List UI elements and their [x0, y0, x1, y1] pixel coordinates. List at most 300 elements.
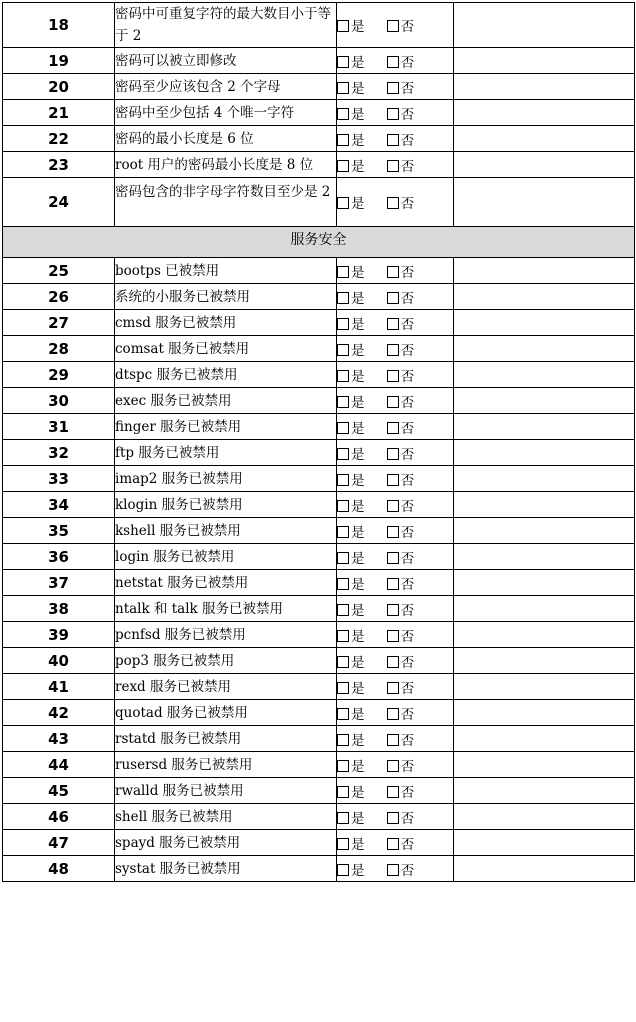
checklist-row [3, 544, 635, 570]
checkbox-yes[interactable] [337, 82, 349, 94]
item-description: rusersd 服务已被禁用 [115, 752, 337, 778]
item-number: 39 [3, 622, 115, 648]
no-option[interactable] [387, 196, 415, 212]
item-description: dtspc 服务已被禁用 [115, 362, 337, 388]
checklist-row [3, 492, 635, 518]
yes-label: 是 [351, 196, 365, 212]
item-number: 22 [3, 126, 115, 152]
checklist-row [3, 726, 635, 752]
checklist-row [3, 388, 635, 414]
checklist-row [3, 126, 635, 152]
checkbox-yes[interactable] [337, 56, 349, 68]
no-option[interactable] [387, 421, 415, 437]
item-number: 47 [3, 830, 115, 856]
item-number: 23 [3, 152, 115, 178]
remarks-cell [454, 152, 635, 178]
checkbox-yes[interactable] [337, 760, 349, 772]
yes-option[interactable] [337, 551, 365, 567]
yes-no-cell [337, 48, 454, 74]
yes-no-cell [337, 674, 454, 700]
yes-no-cell [337, 362, 454, 388]
yes-label: 是 [351, 628, 365, 645]
item-number: 24 [3, 178, 115, 227]
checkbox-yes[interactable] [337, 396, 349, 408]
no-option[interactable] [387, 473, 415, 489]
checklist-row [3, 518, 635, 544]
checkbox-yes[interactable] [337, 552, 349, 564]
yes-no-cell [337, 700, 454, 726]
no-label: 否 [400, 836, 415, 853]
checkbox-yes[interactable] [337, 656, 349, 668]
yes-label: 是 [351, 862, 365, 879]
yes-label: 是 [351, 706, 365, 723]
yes-no-cell [337, 752, 454, 778]
no-label: 否 [400, 420, 415, 437]
yes-option[interactable] [337, 291, 365, 307]
no-option[interactable] [387, 551, 415, 567]
remarks-cell [454, 74, 635, 100]
remarks-cell [454, 336, 635, 362]
checkbox-yes[interactable] [337, 838, 349, 850]
checklist-row [3, 100, 635, 126]
no-label: 否 [400, 446, 415, 463]
remarks-cell [454, 700, 635, 726]
yes-no-cell [337, 622, 454, 648]
checkbox-no[interactable] [387, 318, 399, 330]
no-label: 否 [400, 758, 415, 775]
yes-label: 是 [351, 836, 365, 853]
remarks-cell [454, 596, 635, 622]
yes-no-cell [337, 440, 454, 466]
no-option[interactable] [387, 811, 415, 827]
item-description: exec 服务已被禁用 [115, 388, 337, 414]
checkbox-no[interactable] [387, 266, 399, 278]
yes-label: 是 [351, 80, 365, 97]
yes-no-cell [337, 388, 454, 414]
checklist-row [3, 830, 635, 856]
yes-no-cell [337, 74, 454, 100]
item-number: 42 [3, 700, 115, 726]
yes-label: 是 [351, 654, 365, 671]
item-description: rwalld 服务已被禁用 [115, 778, 337, 804]
item-description: spayd 服务已被禁用 [115, 830, 337, 856]
yes-no-cell [337, 284, 454, 310]
item-number: 19 [3, 48, 115, 74]
yes-label: 是 [351, 54, 365, 71]
remarks-cell [454, 284, 635, 310]
no-option[interactable] [387, 577, 415, 593]
checkbox-no[interactable] [387, 838, 399, 850]
item-description: 密码中至少包括 4 个唯一字符 [115, 100, 337, 126]
checkbox-yes[interactable] [337, 604, 349, 616]
yes-option[interactable] [337, 629, 365, 645]
checkbox-no[interactable] [387, 578, 399, 590]
no-option[interactable] [387, 525, 415, 541]
checklist-row [3, 152, 635, 178]
yes-label: 是 [351, 290, 365, 307]
checkbox-no[interactable] [387, 630, 399, 642]
checkbox-yes[interactable] [337, 526, 349, 538]
no-label: 否 [400, 158, 415, 175]
item-number: 30 [3, 388, 115, 414]
checklist-row [3, 466, 635, 492]
no-label: 否 [400, 196, 415, 212]
checkbox-yes[interactable] [337, 370, 349, 382]
section-title: 服务安全 [3, 227, 635, 258]
checkbox-no[interactable] [387, 448, 399, 460]
remarks-cell [454, 100, 635, 126]
checkbox-no[interactable] [387, 344, 399, 356]
remarks-cell [454, 778, 635, 804]
checkbox-yes[interactable] [337, 344, 349, 356]
item-description: finger 服务已被禁用 [115, 414, 337, 440]
checkbox-no[interactable] [387, 134, 399, 146]
yes-no-cell [337, 3, 454, 48]
checkbox-yes[interactable] [337, 630, 349, 642]
yes-label: 是 [351, 106, 365, 123]
checkbox-no[interactable] [387, 552, 399, 564]
no-label: 否 [400, 290, 415, 307]
no-option[interactable] [387, 107, 415, 123]
checklist-row [3, 674, 635, 700]
no-label: 否 [400, 732, 415, 749]
item-description: 密码可以被立即修改 [115, 48, 337, 74]
checkbox-no[interactable] [387, 500, 399, 512]
no-label: 否 [400, 472, 415, 489]
checklist-row [3, 284, 635, 310]
checkbox-no[interactable] [387, 734, 399, 746]
yes-label: 是 [351, 498, 365, 515]
item-number: 46 [3, 804, 115, 830]
no-label: 否 [400, 862, 415, 879]
no-option[interactable] [387, 81, 415, 97]
checklist-row [3, 258, 635, 284]
checkbox-no[interactable] [387, 197, 399, 209]
yes-option[interactable] [337, 265, 365, 281]
item-description: 密码的最小长度是 6 位 [115, 126, 337, 152]
no-label: 否 [400, 576, 415, 593]
checklist-row [3, 336, 635, 362]
no-label: 否 [400, 524, 415, 541]
item-description: login 服务已被禁用 [115, 544, 337, 570]
yes-label: 是 [351, 368, 365, 385]
checkbox-no[interactable] [387, 760, 399, 772]
yes-option[interactable] [337, 681, 365, 697]
yes-option[interactable] [337, 733, 365, 749]
checkbox-yes[interactable] [337, 108, 349, 120]
checkbox-yes[interactable] [337, 292, 349, 304]
checkbox-yes[interactable] [337, 197, 349, 209]
no-option[interactable] [387, 681, 415, 697]
yes-option[interactable] [337, 19, 365, 35]
checklist-row [3, 440, 635, 466]
yes-label: 是 [351, 446, 365, 463]
checkbox-yes[interactable] [337, 734, 349, 746]
item-number: 33 [3, 466, 115, 492]
yes-option[interactable] [337, 525, 365, 541]
yes-label: 是 [351, 472, 365, 489]
item-number: 43 [3, 726, 115, 752]
yes-label: 是 [351, 19, 365, 35]
yes-label: 是 [351, 680, 365, 697]
item-description: 密码至少应该包含 2 个字母 [115, 74, 337, 100]
no-option[interactable] [387, 447, 415, 463]
checklist-body [3, 3, 635, 882]
yes-option[interactable] [337, 837, 365, 853]
checkbox-yes[interactable] [337, 864, 349, 876]
no-option[interactable] [387, 733, 415, 749]
yes-option[interactable] [337, 55, 365, 71]
no-label: 否 [400, 680, 415, 697]
remarks-cell [454, 726, 635, 752]
checkbox-no[interactable] [387, 396, 399, 408]
item-description: rstatd 服务已被禁用 [115, 726, 337, 752]
item-description: pcnfsd 服务已被禁用 [115, 622, 337, 648]
no-option[interactable] [387, 629, 415, 645]
no-label: 否 [400, 628, 415, 645]
no-label: 否 [400, 654, 415, 671]
remarks-cell [454, 518, 635, 544]
no-label: 否 [400, 550, 415, 567]
section-header-row [3, 227, 635, 258]
remarks-cell [454, 126, 635, 152]
item-description: rexd 服务已被禁用 [115, 674, 337, 700]
checklist-row [3, 856, 635, 882]
item-description: netstat 服务已被禁用 [115, 570, 337, 596]
yes-no-cell [337, 570, 454, 596]
remarks-cell [454, 310, 635, 336]
item-number: 21 [3, 100, 115, 126]
checkbox-yes[interactable] [337, 578, 349, 590]
item-description: shell 服务已被禁用 [115, 804, 337, 830]
item-number: 29 [3, 362, 115, 388]
item-number: 37 [3, 570, 115, 596]
yes-option[interactable] [337, 499, 365, 515]
no-label: 否 [400, 54, 415, 71]
yes-no-cell [337, 152, 454, 178]
no-label: 否 [400, 784, 415, 801]
checkbox-no[interactable] [387, 864, 399, 876]
checklist-row [3, 414, 635, 440]
yes-option[interactable] [337, 577, 365, 593]
checkbox-yes[interactable] [337, 160, 349, 172]
no-option[interactable] [387, 395, 415, 411]
yes-label: 是 [351, 394, 365, 411]
checkbox-yes[interactable] [337, 812, 349, 824]
no-option[interactable] [387, 837, 415, 853]
remarks-cell [454, 648, 635, 674]
item-description: quotad 服务已被禁用 [115, 700, 337, 726]
checkbox-no[interactable] [387, 56, 399, 68]
yes-no-cell [337, 336, 454, 362]
yes-option[interactable] [337, 811, 365, 827]
yes-option[interactable] [337, 707, 365, 723]
checkbox-no[interactable] [387, 682, 399, 694]
yes-label: 是 [351, 524, 365, 541]
checkbox-no[interactable] [387, 370, 399, 382]
no-option[interactable] [387, 707, 415, 723]
no-label: 否 [400, 80, 415, 97]
checkbox-yes[interactable] [337, 318, 349, 330]
no-option[interactable] [387, 317, 415, 333]
checkbox-no[interactable] [387, 108, 399, 120]
item-description: imap2 服务已被禁用 [115, 466, 337, 492]
yes-no-cell [337, 778, 454, 804]
yes-option[interactable] [337, 133, 365, 149]
no-option[interactable] [387, 19, 415, 35]
yes-label: 是 [351, 158, 365, 175]
checkbox-yes[interactable] [337, 20, 349, 32]
remarks-cell [454, 466, 635, 492]
yes-option[interactable] [337, 863, 365, 879]
item-description: root 用户的密码最小长度是 8 位 [115, 152, 337, 178]
checklist-row [3, 310, 635, 336]
remarks-cell [454, 178, 635, 227]
item-description: 系统的小服务已被禁用 [115, 284, 337, 310]
checklist-row [3, 648, 635, 674]
yes-option[interactable] [337, 159, 365, 175]
no-option[interactable] [387, 603, 415, 619]
checkbox-yes[interactable] [337, 500, 349, 512]
yes-label: 是 [351, 132, 365, 149]
yes-option[interactable] [337, 603, 365, 619]
no-label: 否 [400, 316, 415, 333]
checkbox-no[interactable] [387, 292, 399, 304]
no-option[interactable] [387, 655, 415, 671]
checkbox-no[interactable] [387, 708, 399, 720]
yes-no-cell [337, 726, 454, 752]
item-number: 35 [3, 518, 115, 544]
no-option[interactable] [387, 133, 415, 149]
remarks-cell [454, 570, 635, 596]
yes-option[interactable] [337, 759, 365, 775]
checkbox-yes[interactable] [337, 266, 349, 278]
yes-no-cell [337, 648, 454, 674]
item-description: pop3 服务已被禁用 [115, 648, 337, 674]
checklist-row [3, 700, 635, 726]
no-option[interactable] [387, 369, 415, 385]
item-description: cmsd 服务已被禁用 [115, 310, 337, 336]
checkbox-yes[interactable] [337, 786, 349, 798]
item-number: 34 [3, 492, 115, 518]
yes-label: 是 [351, 342, 365, 359]
no-option[interactable] [387, 499, 415, 515]
checkbox-no[interactable] [387, 604, 399, 616]
remarks-cell [454, 856, 635, 882]
yes-label: 是 [351, 576, 365, 593]
yes-option[interactable] [337, 107, 365, 123]
yes-no-cell [337, 310, 454, 336]
remarks-cell [454, 492, 635, 518]
no-option[interactable] [387, 291, 415, 307]
checkbox-yes[interactable] [337, 134, 349, 146]
checklist-row [3, 178, 635, 227]
yes-option[interactable] [337, 655, 365, 671]
no-option[interactable] [387, 863, 415, 879]
checkbox-no[interactable] [387, 526, 399, 538]
remarks-cell [454, 674, 635, 700]
remarks-cell [454, 48, 635, 74]
remarks-cell [454, 804, 635, 830]
item-number: 27 [3, 310, 115, 336]
yes-label: 是 [351, 602, 365, 619]
checkbox-yes[interactable] [337, 448, 349, 460]
no-label: 否 [400, 706, 415, 723]
no-label: 否 [400, 394, 415, 411]
item-description: bootps 已被禁用 [115, 258, 337, 284]
checkbox-no[interactable] [387, 812, 399, 824]
no-option[interactable] [387, 55, 415, 71]
no-option[interactable] [387, 343, 415, 359]
no-label: 否 [400, 368, 415, 385]
checkbox-no[interactable] [387, 82, 399, 94]
checkbox-no[interactable] [387, 786, 399, 798]
no-label: 否 [400, 106, 415, 123]
no-label: 否 [400, 19, 415, 35]
remarks-cell [454, 258, 635, 284]
checkbox-yes[interactable] [337, 474, 349, 486]
yes-no-cell [337, 492, 454, 518]
checklist-row [3, 74, 635, 100]
checkbox-no[interactable] [387, 422, 399, 434]
checklist-row [3, 778, 635, 804]
yes-label: 是 [351, 758, 365, 775]
yes-option[interactable] [337, 395, 365, 411]
yes-no-cell [337, 414, 454, 440]
yes-no-cell [337, 804, 454, 830]
yes-option[interactable] [337, 81, 365, 97]
checkbox-no[interactable] [387, 160, 399, 172]
item-number: 44 [3, 752, 115, 778]
remarks-cell [454, 622, 635, 648]
yes-option[interactable] [337, 343, 365, 359]
yes-option[interactable] [337, 421, 365, 437]
yes-label: 是 [351, 810, 365, 827]
yes-option[interactable] [337, 369, 365, 385]
item-number: 45 [3, 778, 115, 804]
no-option[interactable] [387, 159, 415, 175]
yes-no-cell [337, 100, 454, 126]
item-number: 36 [3, 544, 115, 570]
checklist-row [3, 752, 635, 778]
item-description: ntalk 和 talk 服务已被禁用 [115, 596, 337, 622]
no-option[interactable] [387, 785, 415, 801]
item-description: ftp 服务已被禁用 [115, 440, 337, 466]
yes-no-cell [337, 258, 454, 284]
checkbox-yes[interactable] [337, 708, 349, 720]
checkbox-yes[interactable] [337, 422, 349, 434]
yes-label: 是 [351, 550, 365, 567]
checkbox-no[interactable] [387, 474, 399, 486]
item-number: 31 [3, 414, 115, 440]
item-number: 25 [3, 258, 115, 284]
yes-option[interactable] [337, 473, 365, 489]
yes-option[interactable] [337, 785, 365, 801]
item-number: 48 [3, 856, 115, 882]
yes-option[interactable] [337, 196, 365, 212]
item-description: systat 服务已被禁用 [115, 856, 337, 882]
yes-no-cell [337, 466, 454, 492]
checkbox-no[interactable] [387, 656, 399, 668]
no-option[interactable] [387, 265, 415, 281]
remarks-cell [454, 830, 635, 856]
checkbox-no[interactable] [387, 20, 399, 32]
no-option[interactable] [387, 759, 415, 775]
checkbox-yes[interactable] [337, 682, 349, 694]
yes-option[interactable] [337, 447, 365, 463]
yes-option[interactable] [337, 317, 365, 333]
no-label: 否 [400, 132, 415, 149]
